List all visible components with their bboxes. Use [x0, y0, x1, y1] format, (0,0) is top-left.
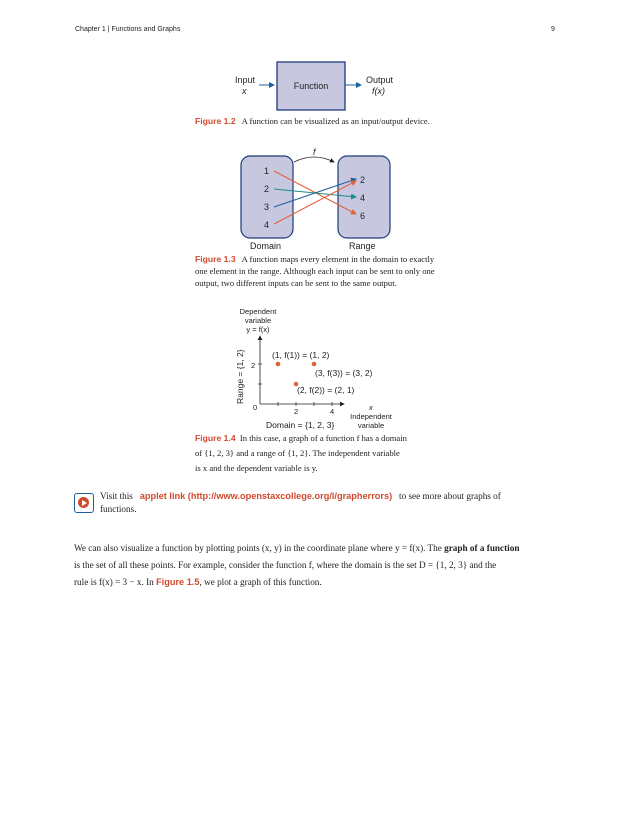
- point-label-3: (3, f(3)) = (3, 2): [315, 368, 373, 378]
- domain-item: 2: [264, 184, 270, 194]
- paragraph-line: [74, 540, 559, 557]
- range-axis-label: Range = {1, 2}: [235, 349, 245, 404]
- figure-1-4-line: is x and the dependent variable is y.: [195, 463, 318, 473]
- figure-1-4-label: Figure 1.4: [195, 433, 236, 443]
- point-label-2: (2, f(2)) = (2, 1): [297, 385, 355, 395]
- range-item: 4: [360, 193, 366, 203]
- figure-1-4-text: In this case, a graph of a function f has a domain: [239, 433, 407, 443]
- figure-1-4-caption: [195, 431, 445, 476]
- origin-label: 0: [253, 403, 258, 412]
- domain-item: 3: [264, 202, 270, 212]
- range-item: 2: [360, 175, 366, 185]
- domain-item: 1: [264, 166, 270, 176]
- x-tick-label: 2: [294, 407, 299, 416]
- domain-axis-label: Domain = {1, 2, 3}: [266, 420, 335, 430]
- applet-line2: functions.: [100, 504, 137, 514]
- paragraph-text: We can also visualize a function by plotting points (x, y) in the coordinate plane where y = f(x). The: [74, 543, 445, 553]
- applet-link[interactable]: applet link (http://www.openstaxcollege.org/l/grapherrors): [139, 491, 393, 501]
- dependent-label: Dependent: [239, 307, 277, 316]
- domain-label: Domain: [250, 241, 282, 251]
- figure-1-3-text: A function maps every element in the domain to exactly one element in the range. Although each input can be sent to only one output, two different inputs can be sent to the same output.: [195, 254, 435, 288]
- range-label: Range: [349, 241, 376, 251]
- y-tick-label: 2: [251, 361, 256, 370]
- function-machine-diagram: [230, 58, 400, 114]
- figure-1-2-text: A function can be visualized as an input/output device.: [241, 116, 430, 126]
- point-label-1: (1, f(1)) = (1, 2): [272, 350, 330, 360]
- play-icon: [82, 500, 87, 506]
- figure-1-4-line: of {1, 2, 3} and a range of {1, 2}. The independent variable: [195, 448, 400, 458]
- figure-1-2-label: Figure 1.2: [195, 116, 236, 126]
- figure-1-4-line: [195, 431, 445, 446]
- graph-point: [276, 362, 281, 367]
- graph-point: [312, 362, 317, 367]
- x-variable-label: x: [369, 403, 373, 412]
- figure-1-3-caption: [195, 253, 437, 289]
- f-label: f: [313, 147, 316, 157]
- page-number: 9: [551, 26, 555, 33]
- paragraph-line: [74, 574, 559, 591]
- applet-note: [100, 490, 548, 516]
- figure-1-2-caption: [195, 115, 435, 127]
- output-variable: f(x): [372, 86, 385, 96]
- dependent-function-label: y = f(x): [246, 325, 270, 334]
- paragraph-text: rule is f(x) = 3 − x. In: [74, 577, 157, 587]
- mapping-diagram: [236, 144, 396, 252]
- applet-post: to see more about graphs of: [399, 491, 501, 501]
- output-label: Output: [366, 75, 394, 85]
- function-box-label: Function: [293, 81, 329, 91]
- input-label: Input: [235, 75, 256, 85]
- range-item: 6: [360, 211, 366, 221]
- figure-1-3-label: Figure 1.3: [195, 254, 236, 264]
- figure-1-5-link[interactable]: Figure 1.5: [156, 577, 200, 587]
- applet-pre: Visit this: [100, 491, 133, 501]
- graph-of-function-term: graph of a function: [444, 543, 520, 553]
- body-paragraph: [74, 540, 559, 591]
- independent-label: variable: [357, 421, 385, 430]
- running-header: Chapter 1 | Functions and Graphs: [75, 26, 181, 33]
- f-curve-arrow: [294, 157, 334, 162]
- paragraph-text: , we plot a graph of this function.: [199, 577, 322, 587]
- input-variable: x: [242, 86, 247, 96]
- x-tick-label: 4: [330, 407, 335, 416]
- paragraph-line: is the set of all these points. For example, consider the function f, where the domain is the set D = {1, 2, 3} and the: [74, 560, 497, 570]
- domain-item: 4: [264, 220, 270, 230]
- dependent-label: variable: [244, 316, 272, 325]
- media-icon: [74, 493, 94, 513]
- function-graph: [232, 304, 412, 432]
- independent-label: Independent: [350, 412, 392, 421]
